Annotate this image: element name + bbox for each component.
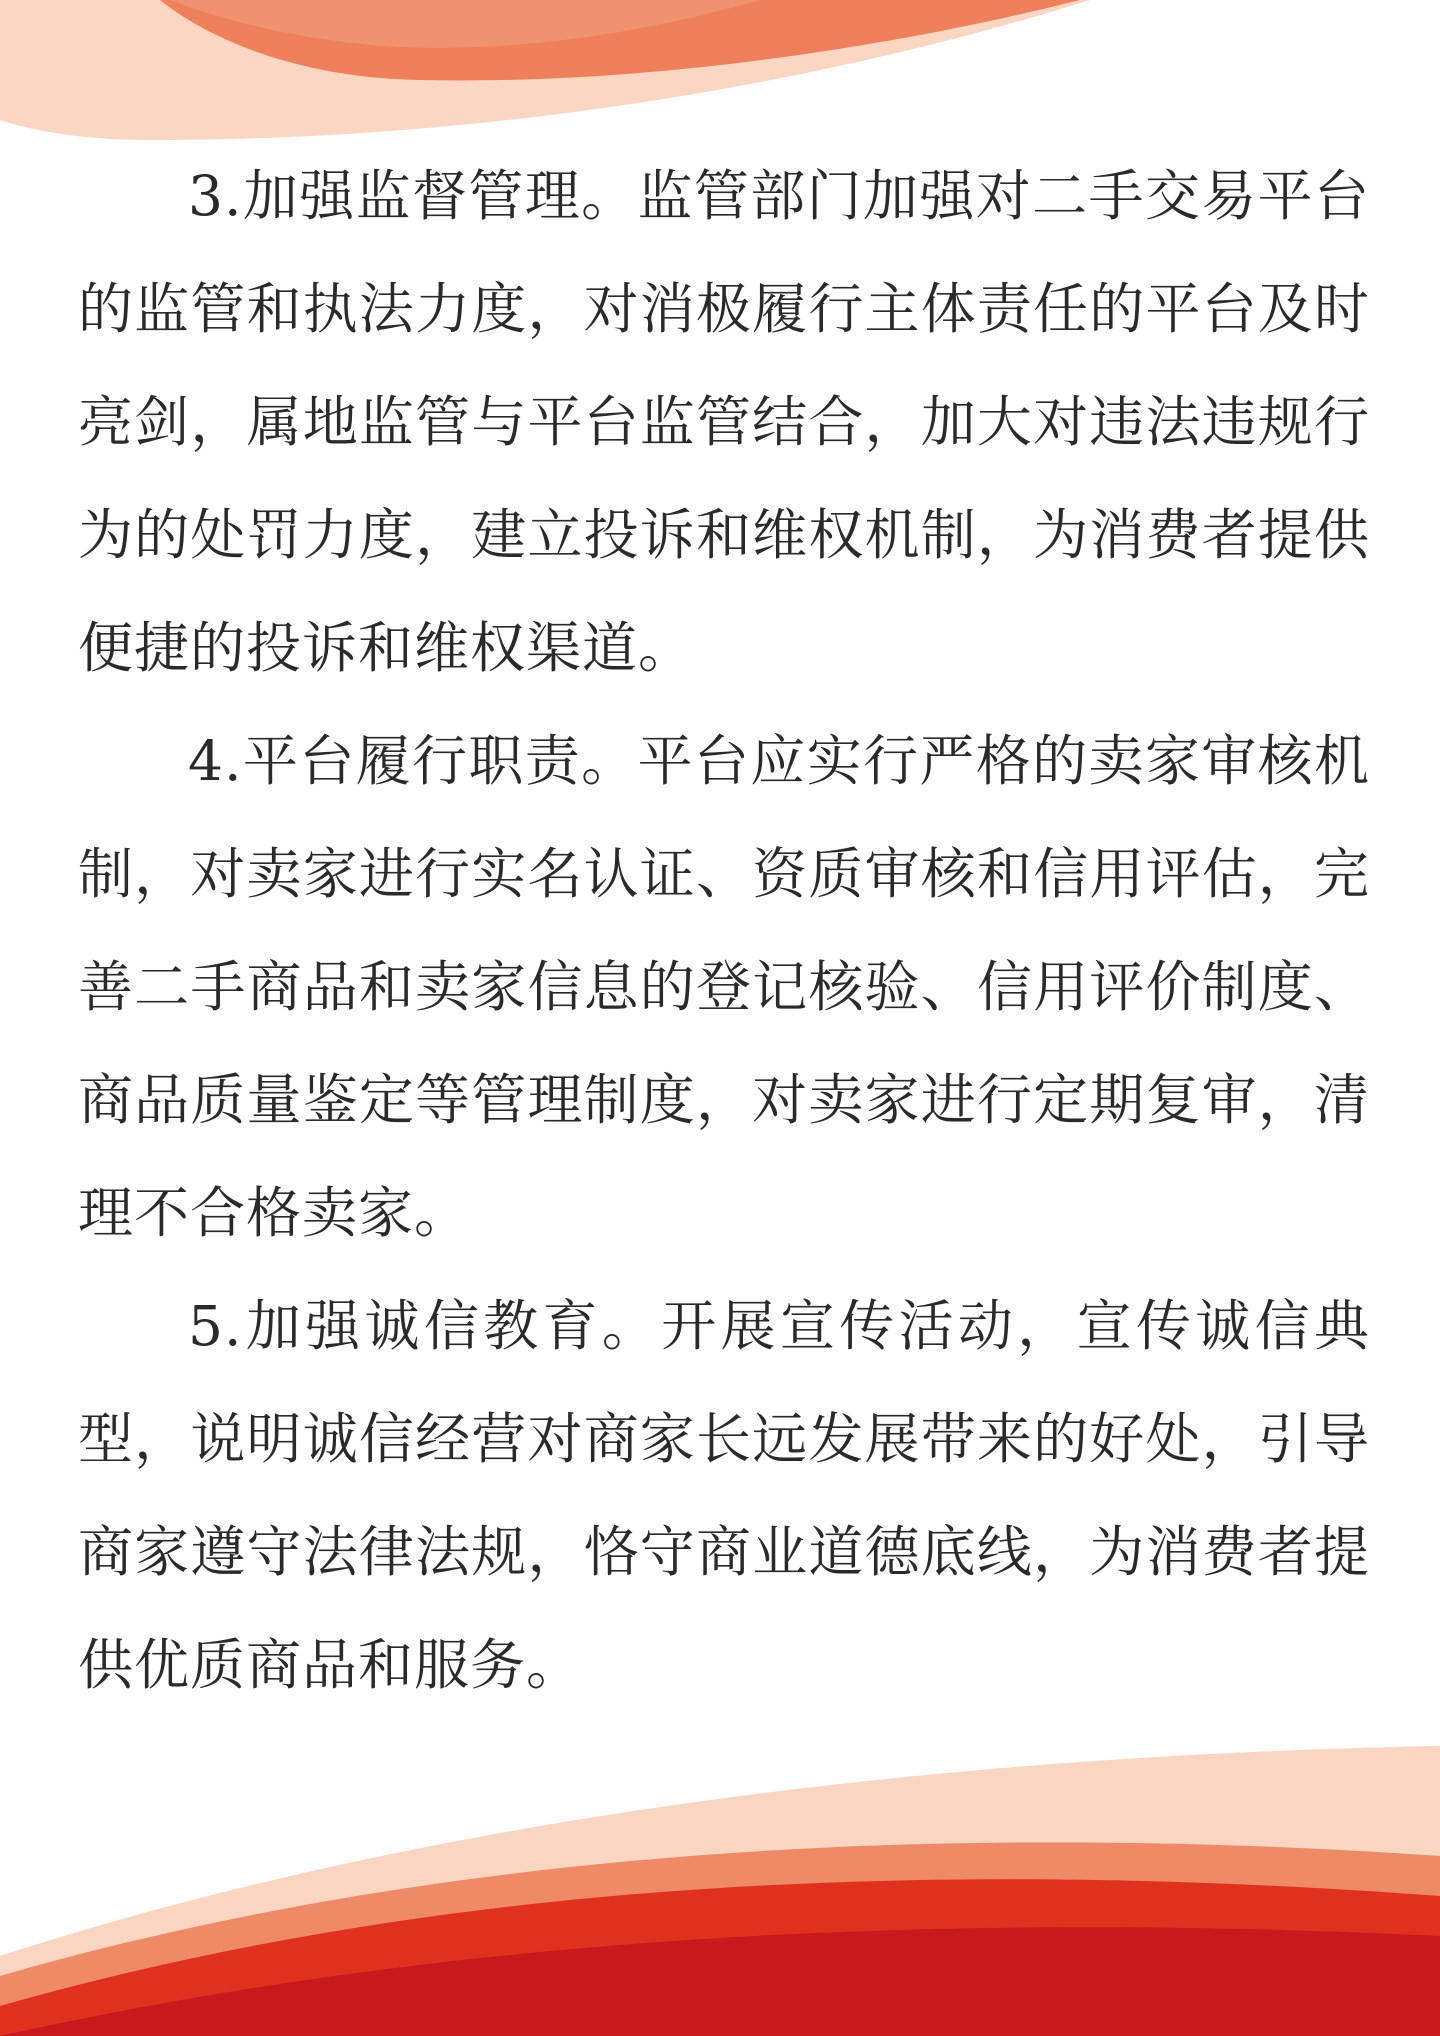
bottom-wave-decoration xyxy=(0,1706,1440,2036)
paragraph-integrity-education: 5.加强诚信教育。开展宣传活动，宣传诚信典型，说明诚信经营对商家长远发展带来的好处，引导商家遵守法律法规，恪守商业道德底线，为消费者提供优质商品和服务。 xyxy=(78,1294,1370,1697)
paragraph-platform-duty: 4.平台履行职责。平台应实行严格的卖家审核机制，对卖家进行实名认证、资质审核和信用评估，完善二手商品和卖家信息的登记核验、信用评价制度、商品质量鉴定等管理制度，对卖家进行定期复审，清理不合格卖家。 xyxy=(78,729,1370,1245)
top-wave-decoration xyxy=(0,0,1440,140)
paragraph-supervision: 3.加强监督管理。监管部门加强对二手交易平台的监管和执法力度，对消极履行主体责任的平台及时亮剑，属地监管与平台监管结合，加大对违法违规行为的处罚力度，建立投诉和维权机制，为消费者提供便捷的投诉和维权渠道。 xyxy=(78,164,1370,680)
article-body xyxy=(78,140,1370,1722)
